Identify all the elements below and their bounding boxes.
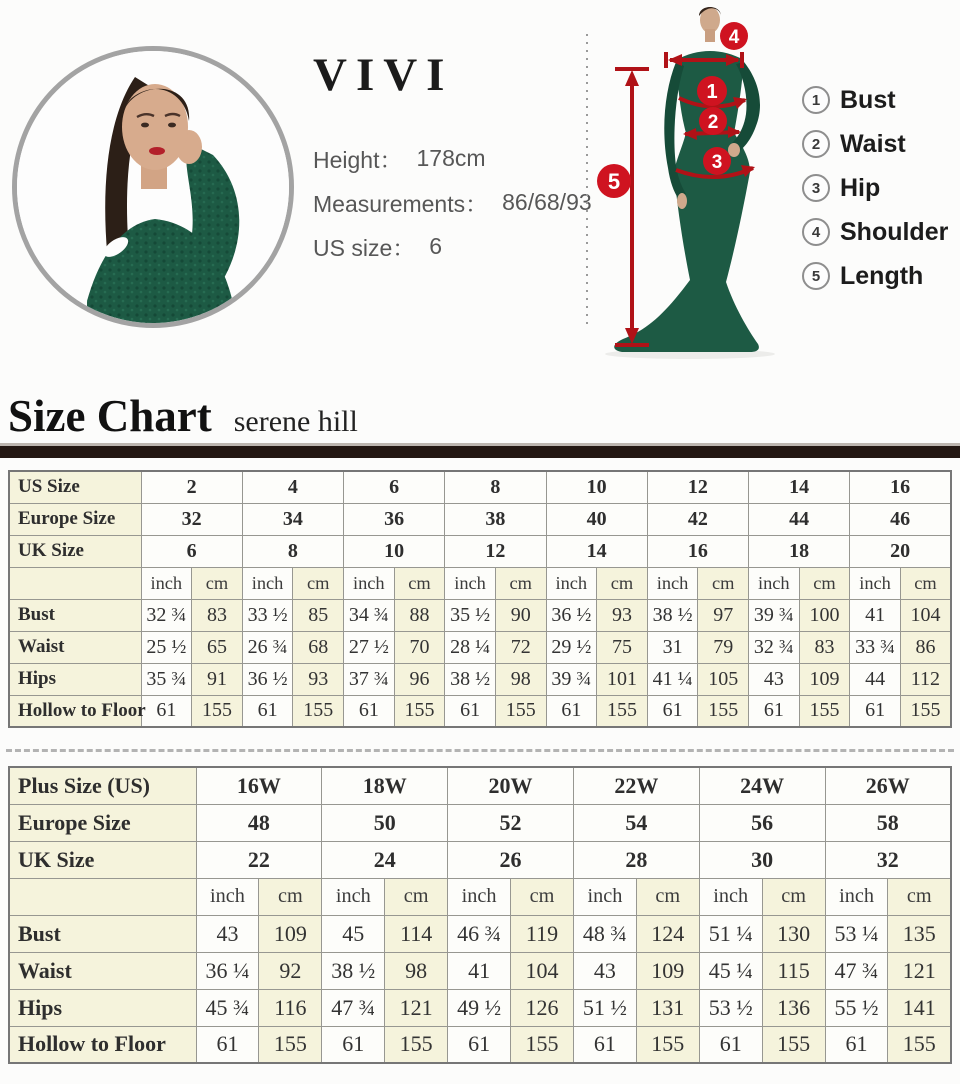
us-size-label: US size： bbox=[313, 234, 416, 261]
cm-value-cell: 155 bbox=[192, 695, 243, 727]
inch-value-cell: 45 ¾ bbox=[196, 989, 259, 1026]
cm-value-cell: 98 bbox=[385, 952, 448, 989]
cm-value-cell: 121 bbox=[888, 952, 951, 989]
size-value-cell: 26 bbox=[448, 841, 574, 878]
inch-value-cell: 61 bbox=[344, 695, 395, 727]
inch-value-cell: 34 ¾ bbox=[344, 599, 395, 631]
legend-item-waist: 2 Waist bbox=[802, 122, 948, 166]
cm-value-cell: 155 bbox=[385, 1026, 448, 1063]
inch-value-cell: 35 ¾ bbox=[141, 663, 192, 695]
size-value-cell: 14 bbox=[546, 535, 647, 567]
cm-value-cell: 109 bbox=[799, 663, 850, 695]
size-value-cell: 20 bbox=[850, 535, 951, 567]
size-value-cell: 22 bbox=[196, 841, 322, 878]
size-value-cell: 14 bbox=[749, 471, 850, 503]
measurement-row bbox=[9, 599, 951, 631]
row-label-cell: Hollow to Floor bbox=[9, 695, 141, 727]
cm-value-cell: 93 bbox=[293, 663, 344, 695]
size-value-cell: 16 bbox=[647, 535, 748, 567]
cm-value-cell: 104 bbox=[900, 599, 951, 631]
inch-value-cell: 61 bbox=[141, 695, 192, 727]
unit-inch-cell: inch bbox=[825, 878, 888, 915]
unit-cm-cell: cm bbox=[259, 878, 322, 915]
badge-1: 1 bbox=[706, 81, 718, 103]
cm-value-cell: 72 bbox=[495, 631, 546, 663]
cm-value-cell: 101 bbox=[597, 663, 648, 695]
row-label-cell: US Size bbox=[9, 471, 141, 503]
unit-cm-cell: cm bbox=[636, 878, 699, 915]
cm-value-cell: 83 bbox=[799, 631, 850, 663]
inch-value-cell: 47 ¾ bbox=[825, 952, 888, 989]
size-value-cell: 36 bbox=[344, 503, 445, 535]
inch-value-cell: 38 ½ bbox=[445, 663, 496, 695]
cm-value-cell: 79 bbox=[698, 631, 749, 663]
unit-inch-cell: inch bbox=[573, 878, 636, 915]
legend-number-icon: 2 bbox=[802, 130, 830, 158]
inch-value-cell: 25 ½ bbox=[141, 631, 192, 663]
cm-value-cell: 114 bbox=[385, 915, 448, 952]
size-value-cell: 28 bbox=[573, 841, 699, 878]
cm-value-cell: 91 bbox=[192, 663, 243, 695]
measurement-row bbox=[9, 915, 951, 952]
row-label-cell: Waist bbox=[9, 631, 141, 663]
row-label-cell: Hips bbox=[9, 989, 196, 1026]
inch-value-cell: 32 ¾ bbox=[749, 631, 800, 663]
badge-2: 2 bbox=[707, 112, 719, 133]
inch-value-cell: 49 ½ bbox=[448, 989, 511, 1026]
brand-subtitle: serene hill bbox=[233, 405, 358, 438]
cm-value-cell: 109 bbox=[636, 952, 699, 989]
cm-value-cell: 65 bbox=[192, 631, 243, 663]
size-value-cell: 16 bbox=[850, 471, 951, 503]
legend-item-length: 5 Length bbox=[802, 254, 948, 298]
cm-value-cell: 155 bbox=[762, 1026, 825, 1063]
inch-value-cell: 41 bbox=[850, 599, 901, 631]
inch-value-cell: 61 bbox=[445, 695, 496, 727]
size-value-cell: 50 bbox=[322, 804, 448, 841]
size-header-row bbox=[9, 535, 951, 567]
measurement-row bbox=[9, 631, 951, 663]
size-value-cell: 8 bbox=[445, 471, 546, 503]
size-header-row bbox=[9, 471, 951, 503]
badge-3: 3 bbox=[711, 152, 723, 173]
size-value-cell: 10 bbox=[546, 471, 647, 503]
row-label-cell: Europe Size bbox=[9, 804, 196, 841]
size-value-cell: 6 bbox=[141, 535, 242, 567]
cm-value-cell: 98 bbox=[495, 663, 546, 695]
size-value-cell: 16W bbox=[196, 767, 322, 804]
height-line bbox=[313, 136, 592, 180]
legend-item-hip: 3 Hip bbox=[802, 166, 948, 210]
cm-value-cell: 100 bbox=[799, 599, 850, 631]
inch-value-cell: 43 bbox=[196, 915, 259, 952]
length-arrow bbox=[615, 69, 649, 345]
unit-inch-cell: inch bbox=[699, 878, 762, 915]
cm-value-cell: 105 bbox=[698, 663, 749, 695]
cm-value-cell: 88 bbox=[394, 599, 445, 631]
inch-value-cell: 61 bbox=[647, 695, 698, 727]
cm-value-cell: 155 bbox=[293, 695, 344, 727]
legend-item-bust: 1 Bust bbox=[802, 78, 948, 122]
cm-value-cell: 112 bbox=[900, 663, 951, 695]
cm-value-cell: 70 bbox=[394, 631, 445, 663]
inch-value-cell: 61 bbox=[850, 695, 901, 727]
cm-value-cell: 86 bbox=[900, 631, 951, 663]
size-header-row bbox=[9, 503, 951, 535]
inch-value-cell: 36 ½ bbox=[242, 663, 293, 695]
inch-value-cell: 46 ¾ bbox=[448, 915, 511, 952]
unit-inch-cell: inch bbox=[242, 567, 293, 599]
size-value-cell: 52 bbox=[448, 804, 574, 841]
inch-value-cell: 43 bbox=[749, 663, 800, 695]
section-heading bbox=[8, 390, 358, 442]
size-value-cell: 32 bbox=[141, 503, 242, 535]
badge-4: 4 bbox=[728, 27, 740, 48]
cm-value-cell: 115 bbox=[762, 952, 825, 989]
inch-value-cell: 61 bbox=[322, 1026, 385, 1063]
row-label-cell bbox=[9, 878, 196, 915]
measurement-row bbox=[9, 663, 951, 695]
model-photo bbox=[12, 46, 294, 328]
inch-value-cell: 47 ¾ bbox=[322, 989, 385, 1026]
size-value-cell: 2 bbox=[141, 471, 242, 503]
unit-inch-cell: inch bbox=[141, 567, 192, 599]
cm-value-cell: 97 bbox=[698, 599, 749, 631]
cm-value-cell: 155 bbox=[636, 1026, 699, 1063]
unit-inch-cell: inch bbox=[749, 567, 800, 599]
cm-value-cell: 155 bbox=[900, 695, 951, 727]
inch-value-cell: 53 ½ bbox=[699, 989, 762, 1026]
row-label-cell: Hollow to Floor bbox=[9, 1026, 196, 1063]
cm-value-cell: 155 bbox=[597, 695, 648, 727]
size-value-cell: 30 bbox=[699, 841, 825, 878]
size-value-cell: 44 bbox=[749, 503, 850, 535]
inch-value-cell: 36 ¼ bbox=[196, 952, 259, 989]
inch-value-cell: 61 bbox=[825, 1026, 888, 1063]
inch-value-cell: 39 ¾ bbox=[749, 599, 800, 631]
model-info-list bbox=[313, 136, 592, 268]
inch-value-cell: 45 ¼ bbox=[699, 952, 762, 989]
cm-value-cell: 75 bbox=[597, 631, 648, 663]
unit-cm-cell: cm bbox=[597, 567, 648, 599]
legend-number-icon: 3 bbox=[802, 174, 830, 202]
size-value-cell: 26W bbox=[825, 767, 951, 804]
standard-size-table bbox=[8, 470, 952, 728]
size-value-cell: 6 bbox=[344, 471, 445, 503]
inch-value-cell: 33 ¾ bbox=[850, 631, 901, 663]
inch-value-cell: 51 ½ bbox=[573, 989, 636, 1026]
cm-value-cell: 68 bbox=[293, 631, 344, 663]
cm-value-cell: 96 bbox=[394, 663, 445, 695]
size-value-cell: 48 bbox=[196, 804, 322, 841]
measurements-line bbox=[313, 180, 592, 224]
heading-divider bbox=[0, 443, 960, 458]
inch-value-cell: 38 ½ bbox=[322, 952, 385, 989]
inch-value-cell: 43 bbox=[573, 952, 636, 989]
legend-item-shoulder: 4 Shoulder bbox=[802, 210, 948, 254]
size-value-cell: 56 bbox=[699, 804, 825, 841]
plus-size-table bbox=[8, 766, 952, 1064]
unit-cm-cell: cm bbox=[385, 878, 448, 915]
cm-value-cell: 131 bbox=[636, 989, 699, 1026]
measurements-label: Measurements： bbox=[313, 190, 489, 217]
height-label: Height： bbox=[313, 146, 403, 173]
size-header-row bbox=[9, 804, 951, 841]
row-label-cell: Bust bbox=[9, 599, 141, 631]
inch-value-cell: 61 bbox=[573, 1026, 636, 1063]
measurement-row bbox=[9, 695, 951, 727]
cm-value-cell: 130 bbox=[762, 915, 825, 952]
size-value-cell: 4 bbox=[242, 471, 343, 503]
size-value-cell: 8 bbox=[242, 535, 343, 567]
inch-value-cell: 61 bbox=[699, 1026, 762, 1063]
legend-number-icon: 4 bbox=[802, 218, 830, 246]
row-label-cell: Bust bbox=[9, 915, 196, 952]
cm-value-cell: 109 bbox=[259, 915, 322, 952]
model-portrait-illustration bbox=[17, 51, 289, 323]
size-value-cell: 22W bbox=[573, 767, 699, 804]
model-stats bbox=[313, 48, 592, 268]
inch-value-cell: 31 bbox=[647, 631, 698, 663]
unit-cm-cell: cm bbox=[799, 567, 850, 599]
inch-value-cell: 53 ¼ bbox=[825, 915, 888, 952]
measurement-legend bbox=[802, 78, 948, 298]
cm-value-cell: 93 bbox=[597, 599, 648, 631]
cm-value-cell: 92 bbox=[259, 952, 322, 989]
inch-value-cell: 35 ½ bbox=[445, 599, 496, 631]
unit-inch-cell: inch bbox=[445, 567, 496, 599]
legend-number-icon: 1 bbox=[802, 86, 830, 114]
size-value-cell: 40 bbox=[546, 503, 647, 535]
badge-5: 5 bbox=[607, 169, 621, 194]
unit-inch-cell: inch bbox=[344, 567, 395, 599]
inch-value-cell: 37 ¾ bbox=[344, 663, 395, 695]
cm-value-cell: 83 bbox=[192, 599, 243, 631]
height-value: 178cm bbox=[416, 144, 486, 171]
cm-value-cell: 121 bbox=[385, 989, 448, 1026]
measurement-diagram bbox=[556, 0, 960, 382]
size-header-row bbox=[9, 767, 951, 804]
size-value-cell: 34 bbox=[242, 503, 343, 535]
cm-value-cell: 135 bbox=[888, 915, 951, 952]
row-label-cell: Hips bbox=[9, 663, 141, 695]
inch-value-cell: 29 ½ bbox=[546, 631, 597, 663]
cm-value-cell: 126 bbox=[511, 989, 574, 1026]
size-value-cell: 18 bbox=[749, 535, 850, 567]
unit-cm-cell: cm bbox=[900, 567, 951, 599]
measurement-row bbox=[9, 952, 951, 989]
unit-cm-cell: cm bbox=[698, 567, 749, 599]
inch-value-cell: 27 ½ bbox=[344, 631, 395, 663]
unit-cm-cell: cm bbox=[762, 878, 825, 915]
size-value-cell: 32 bbox=[825, 841, 951, 878]
size-value-cell: 10 bbox=[344, 535, 445, 567]
cm-value-cell: 136 bbox=[762, 989, 825, 1026]
inch-value-cell: 61 bbox=[196, 1026, 259, 1063]
size-value-cell: 54 bbox=[573, 804, 699, 841]
size-value-cell: 18W bbox=[322, 767, 448, 804]
legend-number-icon: 5 bbox=[802, 262, 830, 290]
cm-value-cell: 116 bbox=[259, 989, 322, 1026]
measurements-value: 86/68/93 bbox=[502, 188, 592, 215]
cm-value-cell: 155 bbox=[495, 695, 546, 727]
inch-value-cell: 28 ¼ bbox=[445, 631, 496, 663]
cm-value-cell: 155 bbox=[511, 1026, 574, 1063]
inch-value-cell: 26 ¾ bbox=[242, 631, 293, 663]
unit-cm-cell: cm bbox=[495, 567, 546, 599]
inch-value-cell: 51 ¼ bbox=[699, 915, 762, 952]
size-value-cell: 12 bbox=[445, 535, 546, 567]
unit-header-row bbox=[9, 878, 951, 915]
size-value-cell: 24W bbox=[699, 767, 825, 804]
cm-value-cell: 155 bbox=[799, 695, 850, 727]
inch-value-cell: 44 bbox=[850, 663, 901, 695]
unit-cm-cell: cm bbox=[511, 878, 574, 915]
cm-value-cell: 124 bbox=[636, 915, 699, 952]
cm-value-cell: 141 bbox=[888, 989, 951, 1026]
size-value-cell: 20W bbox=[448, 767, 574, 804]
inch-value-cell: 61 bbox=[749, 695, 800, 727]
inch-value-cell: 61 bbox=[546, 695, 597, 727]
measurement-row bbox=[9, 1026, 951, 1063]
unit-header-row bbox=[9, 567, 951, 599]
measurement-row bbox=[9, 989, 951, 1026]
row-label-cell: UK Size bbox=[9, 535, 141, 567]
inch-value-cell: 36 ½ bbox=[546, 599, 597, 631]
inch-value-cell: 33 ½ bbox=[242, 599, 293, 631]
size-value-cell: 42 bbox=[647, 503, 748, 535]
cm-value-cell: 85 bbox=[293, 599, 344, 631]
inch-value-cell: 55 ½ bbox=[825, 989, 888, 1026]
row-label-cell: Waist bbox=[9, 952, 196, 989]
cm-value-cell: 119 bbox=[511, 915, 574, 952]
inch-value-cell: 48 ¾ bbox=[573, 915, 636, 952]
cm-value-cell: 155 bbox=[394, 695, 445, 727]
inch-value-cell: 61 bbox=[448, 1026, 511, 1063]
unit-inch-cell: inch bbox=[647, 567, 698, 599]
table-separator bbox=[6, 749, 954, 752]
inch-value-cell: 41 bbox=[448, 952, 511, 989]
unit-inch-cell: inch bbox=[196, 878, 259, 915]
row-label-cell: Europe Size bbox=[9, 503, 141, 535]
size-value-cell: 46 bbox=[850, 503, 951, 535]
unit-cm-cell: cm bbox=[293, 567, 344, 599]
page-title: Size Chart bbox=[8, 391, 212, 441]
us-size-value: 6 bbox=[429, 232, 443, 259]
row-label-cell: Plus Size (US) bbox=[9, 767, 196, 804]
inch-value-cell: 61 bbox=[242, 695, 293, 727]
cm-value-cell: 155 bbox=[888, 1026, 951, 1063]
inch-value-cell: 45 bbox=[322, 915, 385, 952]
unit-cm-cell: cm bbox=[192, 567, 243, 599]
us-size-line bbox=[313, 224, 592, 268]
row-label-cell: UK Size bbox=[9, 841, 196, 878]
unit-cm-cell: cm bbox=[394, 567, 445, 599]
unit-inch-cell: inch bbox=[448, 878, 511, 915]
brand-name: VIVI bbox=[313, 49, 454, 101]
size-value-cell: 58 bbox=[825, 804, 951, 841]
cm-value-cell: 104 bbox=[511, 952, 574, 989]
cm-value-cell: 155 bbox=[698, 695, 749, 727]
row-label-cell bbox=[9, 567, 141, 599]
size-value-cell: 24 bbox=[322, 841, 448, 878]
size-header-row bbox=[9, 841, 951, 878]
size-value-cell: 38 bbox=[445, 503, 546, 535]
size-value-cell: 12 bbox=[647, 471, 748, 503]
unit-cm-cell: cm bbox=[888, 878, 951, 915]
unit-inch-cell: inch bbox=[322, 878, 385, 915]
inch-value-cell: 39 ¾ bbox=[546, 663, 597, 695]
unit-inch-cell: inch bbox=[546, 567, 597, 599]
inch-value-cell: 32 ¾ bbox=[141, 599, 192, 631]
inch-value-cell: 41 ¼ bbox=[647, 663, 698, 695]
inch-value-cell: 38 ½ bbox=[647, 599, 698, 631]
cm-value-cell: 90 bbox=[495, 599, 546, 631]
cm-value-cell: 155 bbox=[259, 1026, 322, 1063]
unit-inch-cell: inch bbox=[850, 567, 901, 599]
